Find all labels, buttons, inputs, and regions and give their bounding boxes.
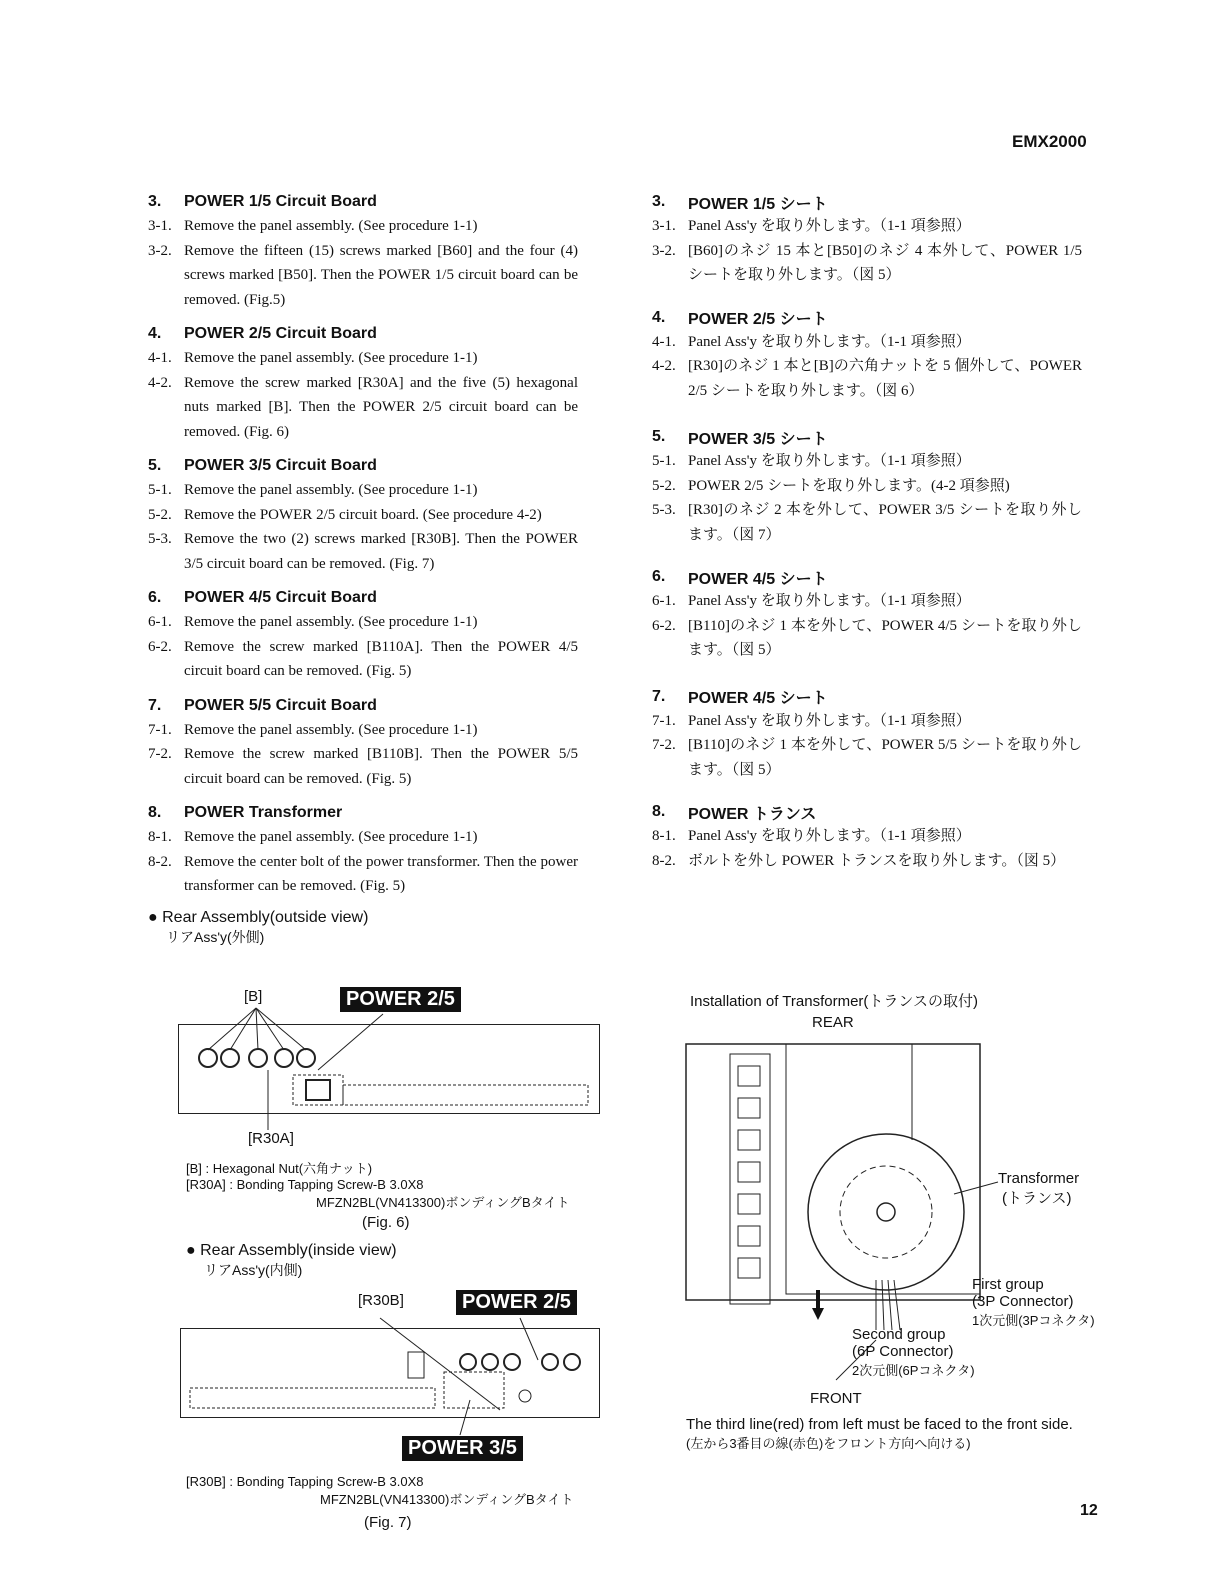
page-number: 12 — [1080, 1502, 1098, 1519]
procedure-step: 3-2. Remove the fifteen (15) screws marked [B60] and the four (4) screws marked [B50]. Then the POWER 1/5 circuit board can be removed. (Fig.5) — [148, 242, 578, 308]
section-title: 5. POWER 3/5 シート — [652, 428, 828, 448]
transformer-label: Transformer (トランス) — [998, 1170, 1080, 1207]
procedure-step: 5-3. [R30]のネジ 2 本を外して、POWER 3/5 シートを取り外します。（図 7） — [652, 502, 1082, 543]
section-title: 8. POWER Transformer — [148, 804, 343, 821]
transformer-front-label: FRONT — [810, 1390, 862, 1407]
section-title: 6. POWER 4/5 シート — [652, 568, 828, 588]
section — [148, 801, 578, 899]
fig7-drawing — [180, 1300, 610, 1460]
fig6-label-b: [B] — [244, 988, 263, 1005]
section-title: 5. POWER 3/5 Circuit Board — [148, 457, 377, 474]
fig7-power-badge-top: POWER 2/5 — [456, 1290, 577, 1315]
section — [148, 190, 578, 312]
procedure-step: 3-2. [B60]のネジ 15 本と[B50]のネジ 4 本外して、POWER 1/5 シートを取り外します。（図 5） — [652, 242, 1082, 283]
section-title: 4. POWER 2/5 シート — [652, 308, 828, 328]
fig6-drawing — [178, 990, 608, 1150]
procedure-step: 6-2. [B110]のネジ 1 本を外して、POWER 4/5 シートを取り外します。（図 5） — [652, 617, 1082, 658]
second-group-label: Second group (6P Connector) 2次元側(6Pコネクタ) — [852, 1326, 975, 1378]
transformer-note: The third line(red) from left must be faced to the front side. (左から3番目の線(赤色)をフロント方向へ向ける) — [686, 1416, 1073, 1451]
fig6-power-badge: POWER 2/5 — [340, 987, 461, 1012]
section — [652, 306, 1082, 404]
section-title: 3. POWER 1/5 シート — [652, 193, 828, 213]
procedure-step: 5-2. Remove the POWER 2/5 circuit board. (See procedure 4-2) — [148, 506, 542, 523]
fig7-caption: ● Rear Assembly(inside view) リアAss'y(内側) — [186, 1242, 397, 1278]
fig6-caption: ● Rear Assembly(outside view) リアAss'y(外側) — [148, 908, 369, 945]
procedure-step: 7-1. Panel Ass'y を取り外します。（1-1 項参照） — [652, 712, 971, 729]
section — [148, 694, 578, 792]
procedure-step: 5-1. Panel Ass'y を取り外します。（1-1 項参照） — [652, 453, 971, 469]
section — [148, 322, 578, 444]
section — [652, 685, 1082, 783]
first-group-label: First group (3P Connector) 1次元側(3Pコネクタ) — [972, 1276, 1095, 1328]
fig6-label-r30a: [R30A] — [248, 1130, 294, 1147]
procedure-step: 6-1. Remove the panel assembly. (See procedure 1-1) — [148, 614, 478, 630]
japanese-column — [652, 190, 1082, 873]
procedure-step: 7-2. [B110]のネジ 1 本を外して、POWER 5/5 シートを取り外します。（図 5） — [652, 737, 1082, 778]
section — [148, 454, 578, 576]
procedure-step: 4-2. [R30]のネジ 1 本と[B]の六角ナットを 5 個外して、POWER 2/5 シートを取り外します。（図 6） — [652, 358, 1082, 399]
section-title: 3. POWER 1/5 Circuit Board — [148, 193, 377, 210]
procedure-step: 5-2. POWER 2/5 シートを取り外します。(4-2 項参照) — [652, 477, 1010, 494]
procedure-step: 8-1. Panel Ass'y を取り外します。（1-1 項参照） — [652, 828, 971, 844]
transformer-rear-label: REAR — [812, 1014, 854, 1031]
section-title: 7. POWER 5/5 Circuit Board — [148, 696, 377, 714]
section — [652, 190, 1082, 288]
procedure-step: 8-2. ボルトを外し POWER トランスを取り外します。（図 5） — [652, 852, 1066, 869]
fig7-legend: [R30B] : Bonding Tapping Screw-B 3.0X8 MFZN2BL(VN413300)ボンディングBタイト — [186, 1474, 574, 1507]
procedure-step: 5-1. Remove the panel assembly. (See procedure 1-1) — [148, 482, 478, 498]
procedure-step: 8-1. Remove the panel assembly. (See procedure 1-1) — [148, 829, 478, 845]
procedure-step: 6-1. Panel Ass'y を取り外します。（1-1 項参照） — [652, 593, 971, 609]
english-column — [148, 190, 578, 947]
procedure-step: 7-1. Remove the panel assembly. (See procedure 1-1) — [148, 721, 478, 738]
section — [652, 565, 1082, 663]
procedure-step: 4-1. Panel Ass'y を取り外します。（1-1 項参照） — [652, 333, 971, 350]
procedure-step: 3-1. Panel Ass'y を取り外します。（1-1 項参照） — [652, 218, 971, 234]
section-title: 8. POWER トランス — [652, 803, 817, 823]
section-title: 4. POWER 2/5 Circuit Board — [148, 325, 377, 342]
fig7-power-badge-bottom: POWER 3/5 — [402, 1436, 523, 1461]
procedure-step: 3-1. Remove the panel assembly. (See procedure 1-1) — [148, 218, 478, 234]
section-title: 6. POWER 4/5 Circuit Board — [148, 589, 377, 606]
procedure-step: 7-2. Remove the screw marked [B110B]. Then the POWER 5/5 circuit board can be removed. (Fig. 5) — [148, 746, 578, 787]
section-title: 7. POWER 4/5 シート — [652, 687, 828, 707]
procedure-step: 6-2. Remove the screw marked [B110A]. Then the POWER 4/5 circuit board can be removed. (Fig. 5) — [148, 638, 578, 679]
section — [148, 586, 578, 684]
section — [652, 800, 1082, 873]
procedure-step: 8-2. Remove the center bolt of the power transformer. Then the power transformer can be removed. (Fig. 5) — [148, 853, 578, 894]
fig7-label-r30b: [R30B] — [358, 1292, 404, 1309]
fig6-legend: [B] : Hexagonal Nut(六角ナット) [R30A] : Bonding Tapping Screw-B 3.0X8 MFZN2BL(VN413300)ボンディングBタイト — [186, 1161, 570, 1210]
procedure-step: 4-1. Remove the panel assembly. (See procedure 1-1) — [148, 350, 478, 366]
section — [652, 425, 1082, 547]
procedure-step: 5-3. Remove the two (2) screws marked [R30B]. Then the POWER 3/5 circuit board can be removed. (Fig. 7) — [148, 531, 578, 572]
transformer-title: Installation of Transformer(トランスの取付) — [690, 993, 978, 1010]
fig7-number: (Fig. 7) — [364, 1514, 412, 1531]
fig6-number: (Fig. 6) — [362, 1214, 410, 1231]
procedure-step: 4-2. Remove the screw marked [R30A] and the five (5) hexagonal nuts marked [B]. Then the POWER 2/5 circuit board can be removed. (Fig. 6) — [148, 374, 578, 440]
model-name: EMX2000 — [1012, 132, 1087, 151]
